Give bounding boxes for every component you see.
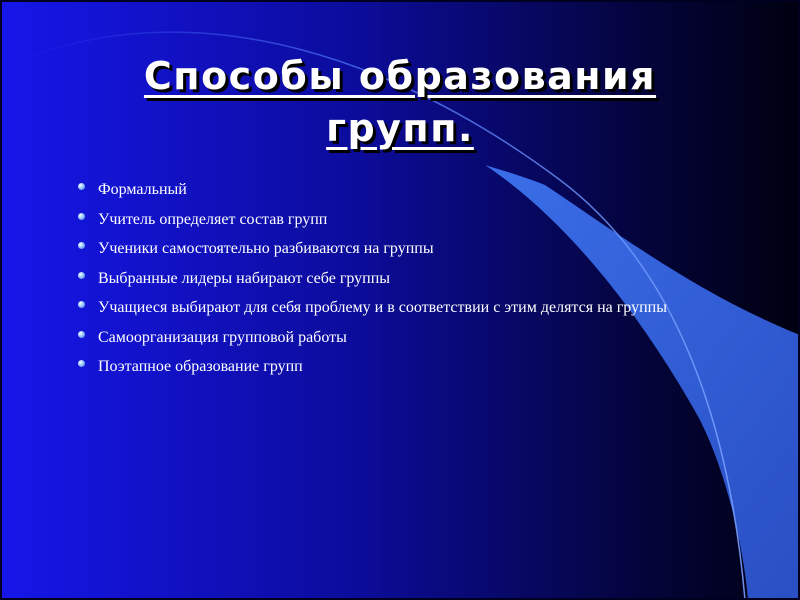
bullet-sphere-icon <box>78 242 85 249</box>
slide-title <box>60 50 740 154</box>
bullet-sphere-icon <box>78 272 85 279</box>
bullet-item <box>98 356 738 378</box>
bullet-item <box>98 179 738 201</box>
bullet-item <box>98 209 738 231</box>
bullet-list <box>98 179 738 386</box>
slide-title-line-2: групп. <box>326 106 474 150</box>
bullet-sphere-icon <box>78 301 85 308</box>
bullet-text: Учащиеся выбирают для себя проблему и в соответствии с этим делятся на группы <box>98 299 667 316</box>
bullet-text: Формальный <box>98 181 187 198</box>
bullet-text: Выбранные лидеры набирают себе группы <box>98 269 391 287</box>
bullet-text: Учитель определяет состав групп <box>98 210 328 228</box>
slide-title-line-1: Способы образования <box>143 54 657 98</box>
bullet-item <box>98 327 738 349</box>
bullet-text: Самоорганизация групповой работы <box>98 328 347 346</box>
bullet-sphere-icon <box>78 213 85 220</box>
bullet-text: Ученики самостоятельно разбиваются на группы <box>98 240 434 257</box>
bullet-sphere-icon <box>78 331 85 338</box>
bullet-item <box>98 297 738 319</box>
bullet-item <box>98 268 738 290</box>
bullet-item <box>98 238 738 260</box>
bullet-text: Поэтапное образование групп <box>98 358 303 375</box>
bullet-sphere-icon <box>78 360 85 367</box>
bullet-sphere-icon <box>78 183 85 190</box>
